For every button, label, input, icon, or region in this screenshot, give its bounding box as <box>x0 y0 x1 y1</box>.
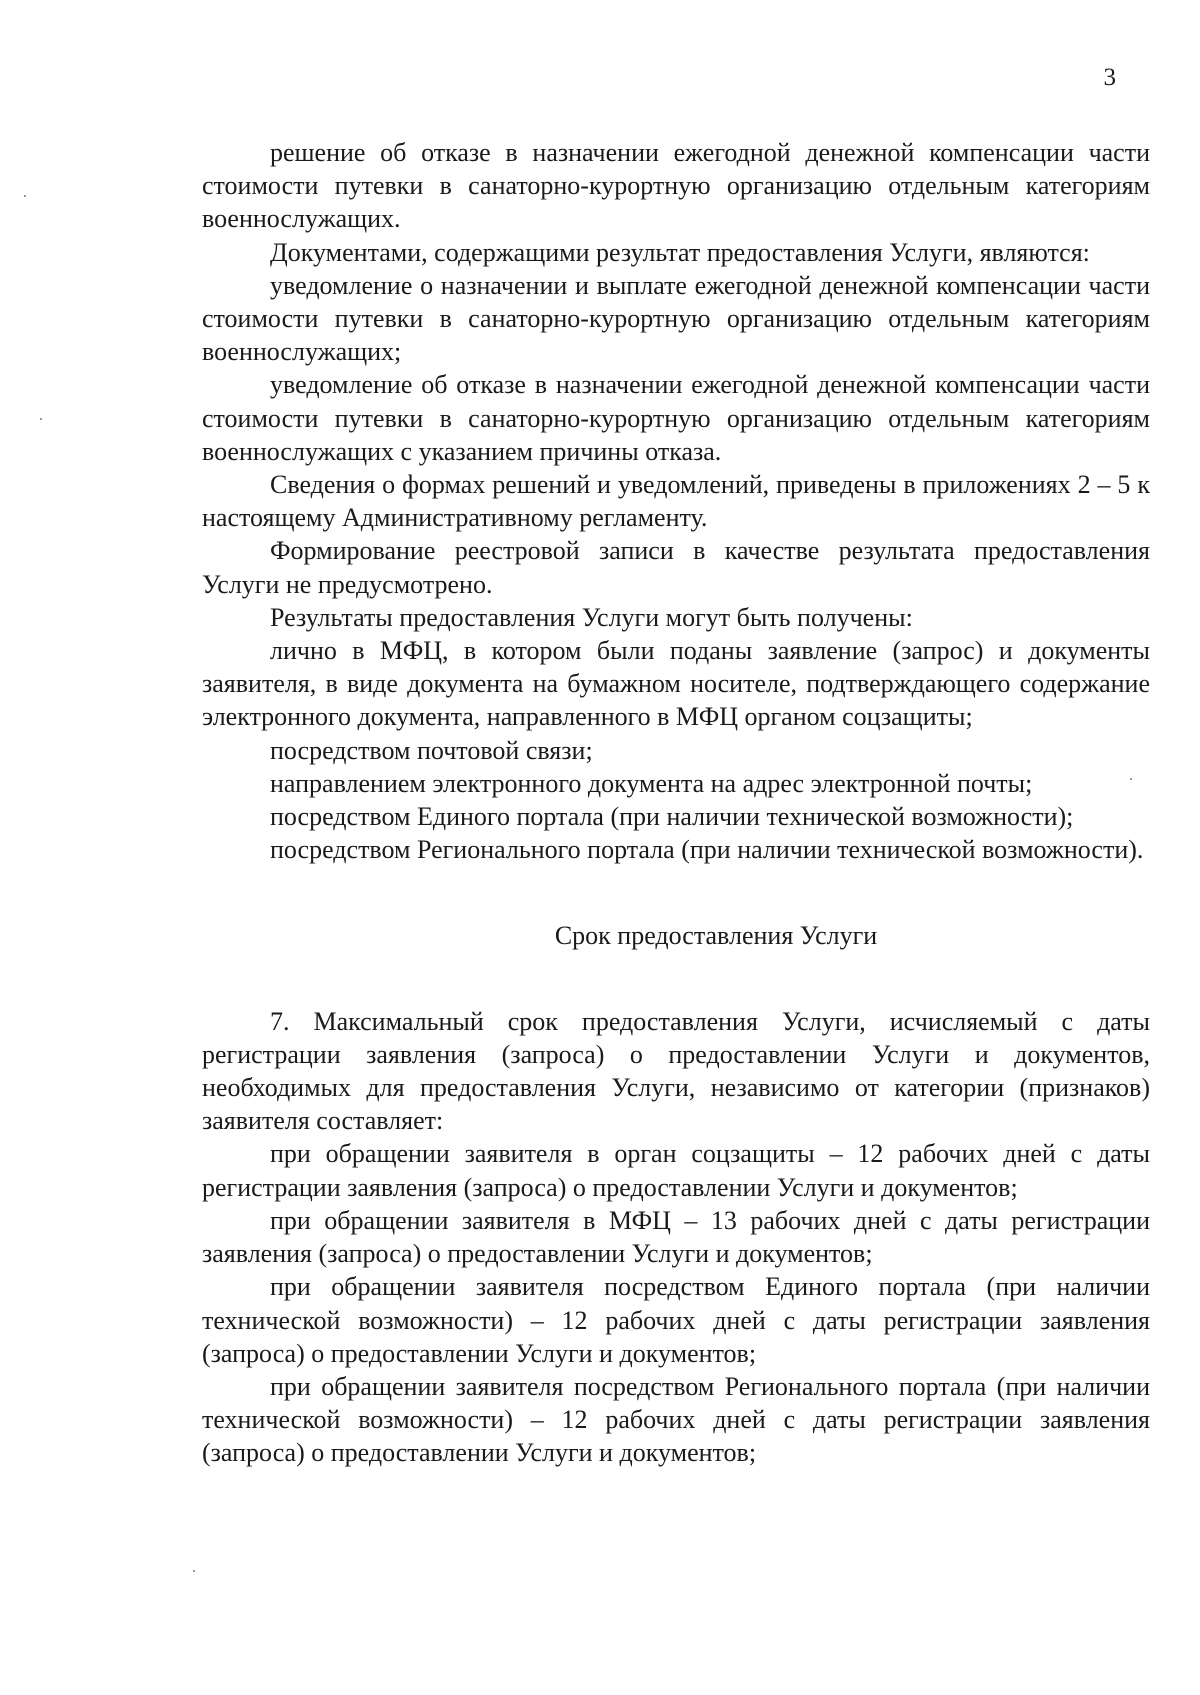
paragraph: Документами, содержащими результат предоставления Услуги, являются: <box>270 237 1090 267</box>
scan-speck <box>193 1570 195 1572</box>
document-body <box>202 136 1150 1470</box>
scan-speck <box>1130 778 1132 780</box>
paragraph: при обращении заявителя в орган соцзащиты – 12 рабочих дней с даты регистрации заявления (запроса) о предоставлении Услуги и документов; <box>202 1139 1150 1202</box>
paragraph: посредством почтовой связи; <box>270 735 593 765</box>
paragraph: при обращении заявителя посредством Регионального портала (при наличии технической возможности) – 12 рабочих дней с даты регистрации заявления (запроса) о предоставлении Услуги и документов; <box>202 1371 1150 1468</box>
paragraph: при обращении заявителя в МФЦ – 13 рабочих дней с даты регистрации заявления (запроса) о предоставлении Услуги и документов; <box>202 1205 1150 1269</box>
page-number: 3 <box>1103 64 1116 91</box>
paragraph: Формирование реестровой записи в качестве результата предоставления Услуги не предусмотрено. <box>202 536 1150 599</box>
paragraph: уведомление об отказе в назначении ежегодной денежной компенсации части стоимости путевки в санаторно-курортную организацию отдельным категориям военнослужащих с указанием причины отказа. <box>202 370 1150 466</box>
paragraph: при обращении заявителя посредством Единого портала (при наличии технической возможности) – 12 рабочих дней с даты регистрации заявления (запроса) о предоставлении Услуги и документов; <box>202 1272 1150 1368</box>
section-heading: Срок предоставления Услуги <box>554 921 878 951</box>
paragraph: Результаты предоставления Услуги могут быть получены: <box>270 602 913 632</box>
paragraph: уведомление о назначении и выплате ежегодной денежной компенсации части стоимости путевки в санаторно-курортную организацию отдельным категориям военнослужащих; <box>202 270 1150 367</box>
paragraph: Сведения о формах решений и уведомлений, приведены в приложениях 2 – 5 к настоящему Административному регламенту. <box>202 470 1150 533</box>
paragraph: посредством Единого портала (при наличии технической возможности); <box>270 802 1074 832</box>
paragraph: решение об отказе в назначении ежегодной денежной компенсации части стоимости путевки в санаторно-курортную организацию отдельным категориям военнослужащих. <box>202 138 1150 234</box>
scan-speck <box>24 195 26 197</box>
paragraph: направлением электронного документа на адрес электронной почты; <box>270 768 1033 798</box>
paragraph: лично в МФЦ, в котором были поданы заявление (запрос) и документы заявителя, в виде документа на бумажном носителе, подтверждающего содержание электронного документа, направленного в МФЦ органом соцзащиты; <box>202 636 1150 732</box>
scan-speck <box>40 418 42 420</box>
paragraph: посредством Регионального портала (при наличии технической возможности). <box>270 835 1144 865</box>
paragraph: 7. Максимальный срок предоставления Услуги, исчисляемый с даты регистрации заявления (запроса) о предоставлении Услуги и документов, необходимых для предоставления Услуги, независимо от категории (признаков) заявителя составляет: <box>202 1006 1150 1136</box>
